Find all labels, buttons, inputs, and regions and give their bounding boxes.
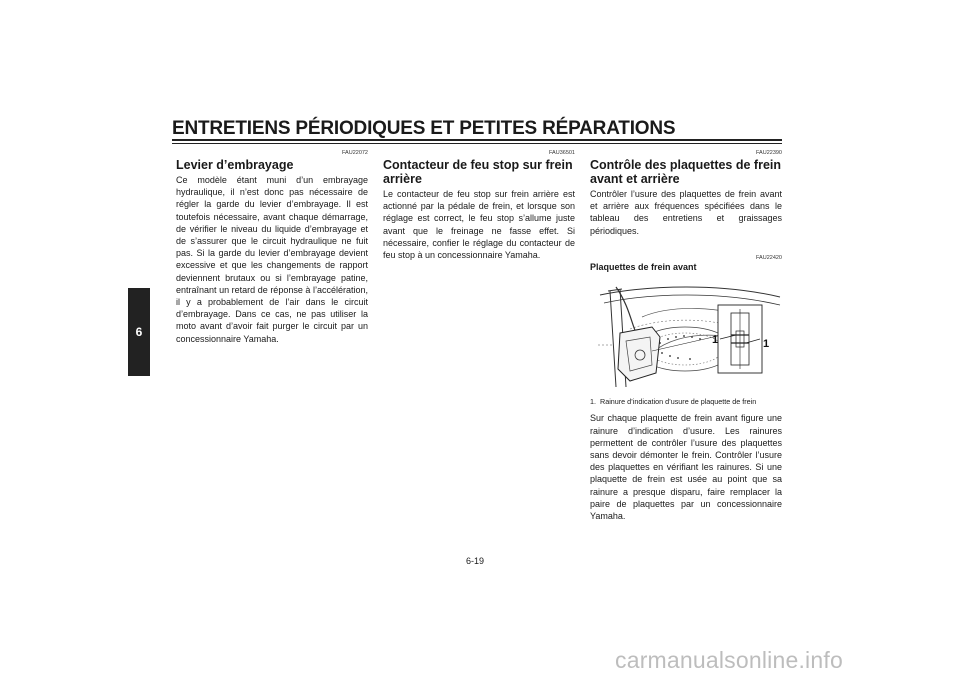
page-number: 6-19 xyxy=(466,556,485,566)
section-title: Levier d’embrayage xyxy=(176,158,294,172)
column-brake-pads xyxy=(590,150,782,522)
brake-pad-illustration xyxy=(590,277,782,395)
page-header-title: ENTRETIENS PÉRIODIQUES ET PETITES RÉPARATIONS xyxy=(172,118,676,139)
section-body: Le contacteur de feu stop sur frein arrière est actionné par la pédale de frein, et lorsque son réglage est correct, le feu stop s’allume juste avant que le freinage ne fasse effet. Si nécessaire, confier le réglage du contacteur de feu stop à un concessionnaire Yamaha. xyxy=(383,189,575,261)
section-code: FAU36501 xyxy=(549,150,575,156)
chapter-number: 6 xyxy=(135,325,143,339)
section-body: Ce modèle étant muni d’un embrayage hydraulique, il n’est donc pas nécessaire de régler la garde du levier d’embrayage. Il est toutefois nécessaire, avant chaque démarrage, de vérifier le niveau du liquide d’embrayage et de s’assurer que le circuit hydraulique ne fuit pas. Si la garde du levier d’embrayage devient excessive et que les changements de rapport deviennent brutaux ou si l’embrayage patine, entraînant un retard de réponse à l’accélération, il y a probablement de l’air dans le circuit d’embrayage. Dans ce cas, ne pas utiliser la moto avant d’avoir fait purger le circuit par un concessionnaire Yamaha. xyxy=(176,175,368,344)
caption-number: 1. xyxy=(590,396,596,406)
subsection-body: Sur chaque plaquette de frein avant figure une rainure d’indication d’usure. Les rainures permettent de contrôler l’usure des plaquettes sans devoir démonter le frein. Contrôler l’usure des plaquettes en vérifiant les rainures. Si une plaquette de frein est usée au point que sa rainure a presque disparu, faire remplacer la paire de plaquettes par un concessionnaire Yamaha. xyxy=(590,413,782,521)
section-code: FAU22390 xyxy=(756,150,782,156)
section-title: Contacteur de feu stop sur frein arrière xyxy=(383,158,573,186)
subsection-title: Plaquettes de frein avant xyxy=(590,261,697,272)
callout-number-left: 1 xyxy=(712,333,719,346)
figure-caption xyxy=(590,398,782,407)
subsection-code: FAU22420 xyxy=(756,254,782,261)
section-code: FAU22072 xyxy=(342,150,368,156)
section-body: Contrôler l’usure des plaquettes de frein avant et arrière aux fréquences spécifiées dans le tableau des entretiens et graissages périodiques. xyxy=(590,189,782,236)
caption-text: Rainure d’indication d’usure de plaquette de frein xyxy=(600,396,757,406)
column-brake-light-switch xyxy=(383,150,575,261)
watermark-text: carmanualsonline.info xyxy=(615,647,843,673)
section-title: Contrôle des plaquettes de frein avant et arrière xyxy=(590,158,782,186)
column-clutch-lever xyxy=(176,150,368,345)
header-rule-thin xyxy=(172,143,782,144)
chapter-tab xyxy=(128,288,150,376)
brake-illustration-drawing xyxy=(590,277,782,395)
header-rule-thick xyxy=(172,139,782,141)
callout-number-right: 1 xyxy=(763,337,770,350)
